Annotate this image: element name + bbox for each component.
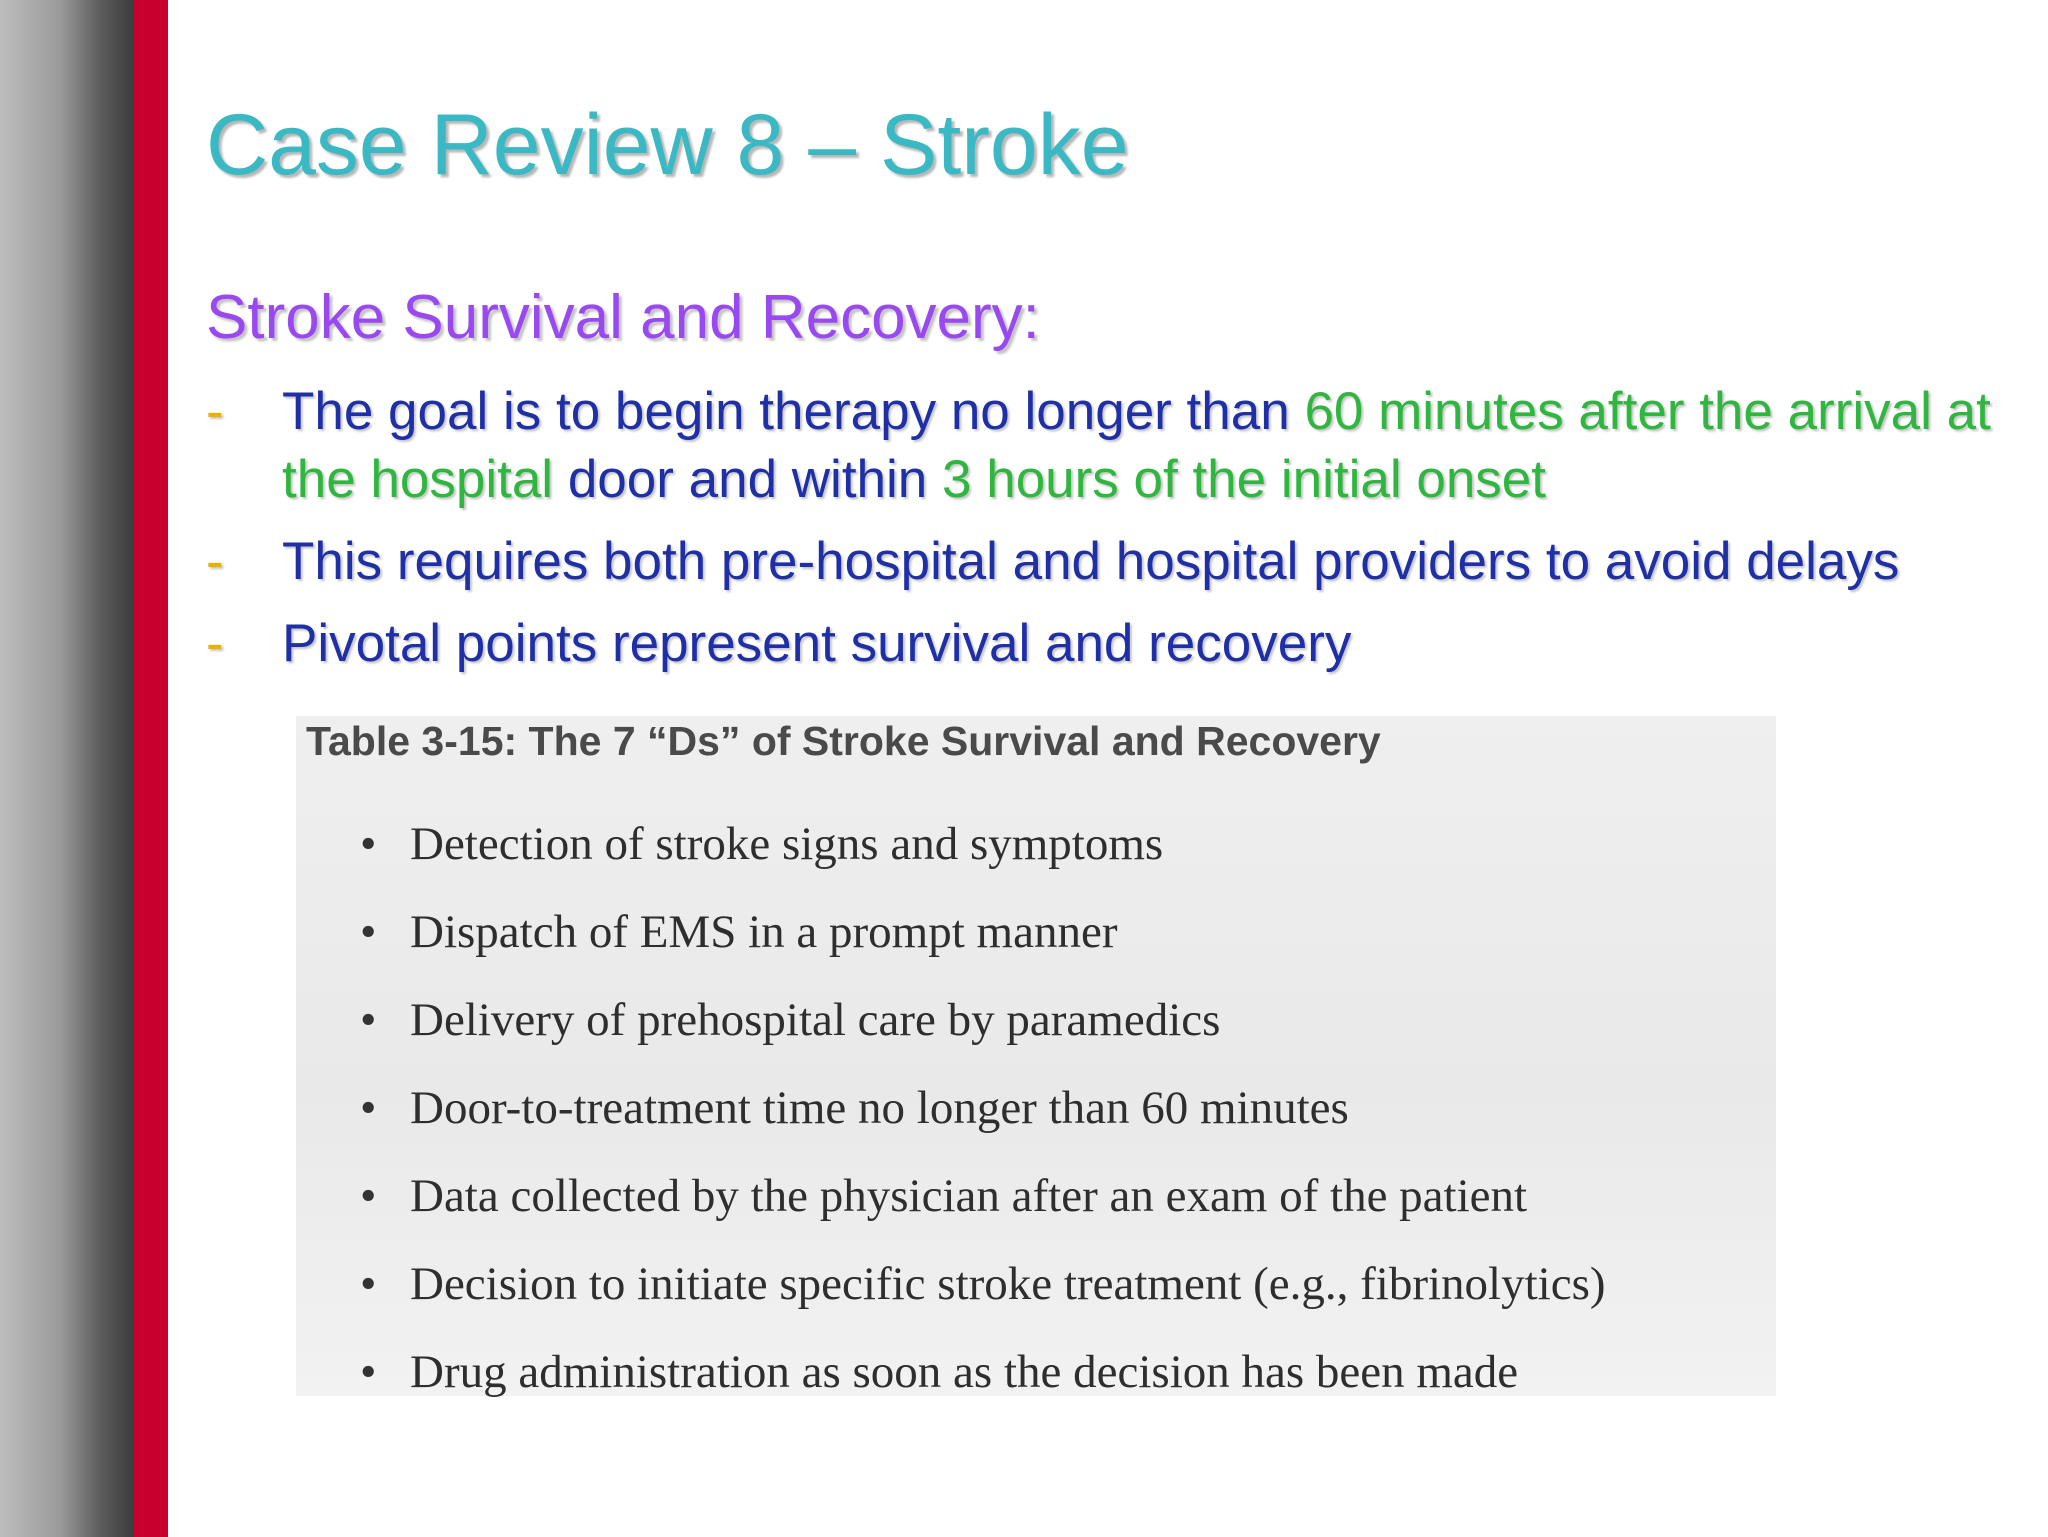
red-accent-stripe xyxy=(134,0,168,1537)
bullet-text: The goal is to begin therapy no longer than xyxy=(282,382,1305,441)
table-item-text: Data collected by the physician after an exam of the patient xyxy=(410,1170,1528,1222)
bullet-text: This requires both pre-hospital and hospital providers to avoid delays xyxy=(282,532,1900,591)
bullet-list xyxy=(206,378,2036,692)
slide-subtitle: Stroke Survival and Recovery: xyxy=(206,283,1040,352)
highlight-text: 60 minutes after the arrival at the hospital xyxy=(282,382,1991,509)
bullet-dot-icon: • xyxy=(360,1258,377,1310)
dash-bullet-icon: - xyxy=(206,532,224,591)
highlight-text: 3 hours of the initial onset xyxy=(942,450,1547,509)
bullet-dot-icon: • xyxy=(360,1346,377,1398)
table-list-item xyxy=(360,976,1606,1064)
table-list xyxy=(360,800,1606,1416)
table-list-item xyxy=(360,888,1606,976)
bullet-text: Pivotal points represent survival and recovery xyxy=(282,614,1352,673)
table-list-item xyxy=(360,800,1606,888)
bullet-item xyxy=(206,378,2036,514)
bullet-dot-icon: • xyxy=(360,994,377,1046)
table-item-text: Decision to initiate specific stroke treatment (e.g., fibrinolytics) xyxy=(410,1258,1606,1310)
bullet-dot-icon: • xyxy=(360,1082,377,1134)
left-gradient-bar xyxy=(0,0,134,1537)
bullet-item xyxy=(206,610,2036,678)
bullet-dot-icon: • xyxy=(360,1170,377,1222)
table-item-text: Delivery of prehospital care by paramedics xyxy=(410,994,1221,1046)
bullet-dot-icon: • xyxy=(360,906,377,958)
table-item-text: Detection of stroke signs and symptoms xyxy=(410,818,1164,870)
table-list-item xyxy=(360,1064,1606,1152)
table-item-text: Door-to-treatment time no longer than 60 minutes xyxy=(410,1082,1349,1134)
table-title: Table 3-15: The 7 “Ds” of Stroke Survival and Recovery xyxy=(306,718,1381,764)
table-list-item xyxy=(360,1240,1606,1328)
bullet-text: door and within xyxy=(553,450,943,509)
table-item-text: Drug administration as soon as the decision has been made xyxy=(410,1346,1519,1398)
bullet-item xyxy=(206,528,2036,596)
table-list-item xyxy=(360,1152,1606,1240)
seven-ds-table-image xyxy=(296,716,1776,1396)
bullet-dot-icon: • xyxy=(360,818,377,870)
slide-title: Case Review 8 – Stroke xyxy=(206,97,1129,193)
dash-bullet-icon: - xyxy=(206,614,224,673)
table-item-text: Dispatch of EMS in a prompt manner xyxy=(410,906,1118,958)
dash-bullet-icon: - xyxy=(206,382,224,441)
table-list-item xyxy=(360,1328,1606,1416)
